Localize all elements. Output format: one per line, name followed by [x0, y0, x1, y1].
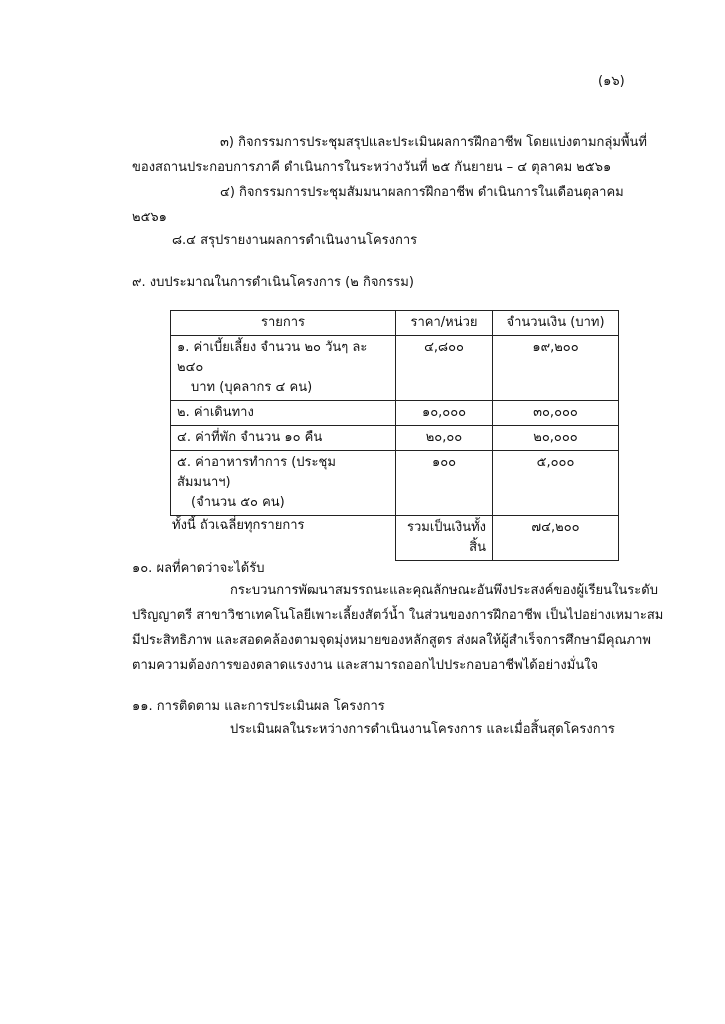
table-row: [171, 401, 619, 426]
row-amount: ๓๐,๐๐๐: [493, 401, 619, 426]
table-row: [171, 451, 619, 516]
row-item: ๒. ค่าเดินทาง: [171, 401, 396, 426]
section-10-heading: ๑๐. ผลที่คาดว่าจะได้รับ: [132, 561, 265, 576]
page-number: (๑๖): [598, 74, 625, 89]
row-price: ๑๐,๐๐๐: [396, 401, 493, 426]
section-11-heading: ๑๑. การติดตาม และการประเมินผล โครงการ: [132, 699, 385, 714]
total-label: รวมเป็นเงินทั้งสิ้น: [396, 516, 493, 561]
section-10-line-4: ตามความต้องการของตลาดแรงงาน และสามารถออกไปประกอบอาชีพได้อย่างมั่นใจ: [132, 658, 599, 673]
row-item-line2: บาท (บุคลากร ๔ คน): [191, 380, 313, 395]
table-row: [171, 426, 619, 451]
header-item: รายการ: [171, 311, 396, 336]
section-10-line-1: กระบวนการพัฒนาสมรรถนะและคุณลักษณะอันพึงประสงค์ของผู้เรียนในระดับ: [230, 583, 658, 598]
section-10-line-2: ปริญญาตรี สาขาวิชาเทคโนโลยีเพาะเลี้ยงสัตว์น้ำ ในส่วนของการฝึกอาชีพ เป็นไปอย่างเหมาะสม: [132, 608, 664, 623]
activity-4-continuation: ๒๕๖๑: [132, 210, 167, 225]
row-price: ๑๐๐: [396, 451, 493, 516]
total-amount: ๗๔,๒๐๐: [493, 516, 619, 561]
row-item: [171, 336, 396, 401]
row-price: ๔,๘๐๐: [396, 336, 493, 401]
row-item-line2: (จำนวน ๕๐ คน): [191, 495, 285, 510]
activity-3-text: ๓) กิจกรรมการประชุมสรุปและประเมินผลการฝึกอาชีพ โดยแบ่งตามกลุ่มพื้นที่: [220, 135, 647, 150]
row-amount: ๕,๐๐๐: [493, 451, 619, 516]
section-10-line-3: มีประสิทธิภาพ และสอดคล้องตามจุดมุ่งหมายของหลักสูตร ส่งผลให้ผู้สำเร็จการศึกษามีคุณภาพ: [132, 633, 651, 648]
row-amount: ๑๙,๒๐๐: [493, 336, 619, 401]
row-price: ๒๐,๐๐: [396, 426, 493, 451]
header-price: ราคา/หน่วย: [396, 311, 493, 336]
row-amount: ๒๐,๐๐๐: [493, 426, 619, 451]
section-11-body: ประเมินผลในระหว่างการดำเนินงานโครงการ และเมื่อสิ้นสุดโครงการ: [230, 722, 615, 737]
activity-3-continuation: ของสถานประกอบการภาคี ดำเนินการในระหว่างวันที่ ๒๕ กันยายน – ๔ ตุลาคม ๒๕๖๑: [132, 160, 612, 175]
row-item: [171, 451, 396, 516]
row-item: ๔. ค่าที่พัก จำนวน ๑๐ คืน: [171, 426, 396, 451]
header-amount: จำนวนเงิน (บาท): [493, 311, 619, 336]
table-header-row: [171, 311, 619, 336]
table-row: [171, 336, 619, 401]
activity-4-text: ๔) กิจกรรมการประชุมสัมมนาผลการฝึกอาชีพ ดำเนินการในเดือนตุลาคม: [220, 185, 624, 200]
section-9-heading: ๙. งบประมาณในการดำเนินโครงการ (๒ กิจกรรม): [132, 275, 414, 290]
row-item-line1: ๕. ค่าอาหารทำการ (ประชุมสัมมนาฯ): [177, 455, 336, 490]
row-item-line1: ๑. ค่าเบี้ยเลี้ยง จำนวน ๒๐ วันๆ ละ ๒๔๐: [177, 340, 368, 375]
section-8-4-heading: ๘.๔ สรุปรายงานผลการดำเนินงานโครงการ: [172, 233, 418, 248]
note-text: ทั้งนี้ ถัวเฉลี่ยทุกรายการ: [172, 518, 305, 533]
